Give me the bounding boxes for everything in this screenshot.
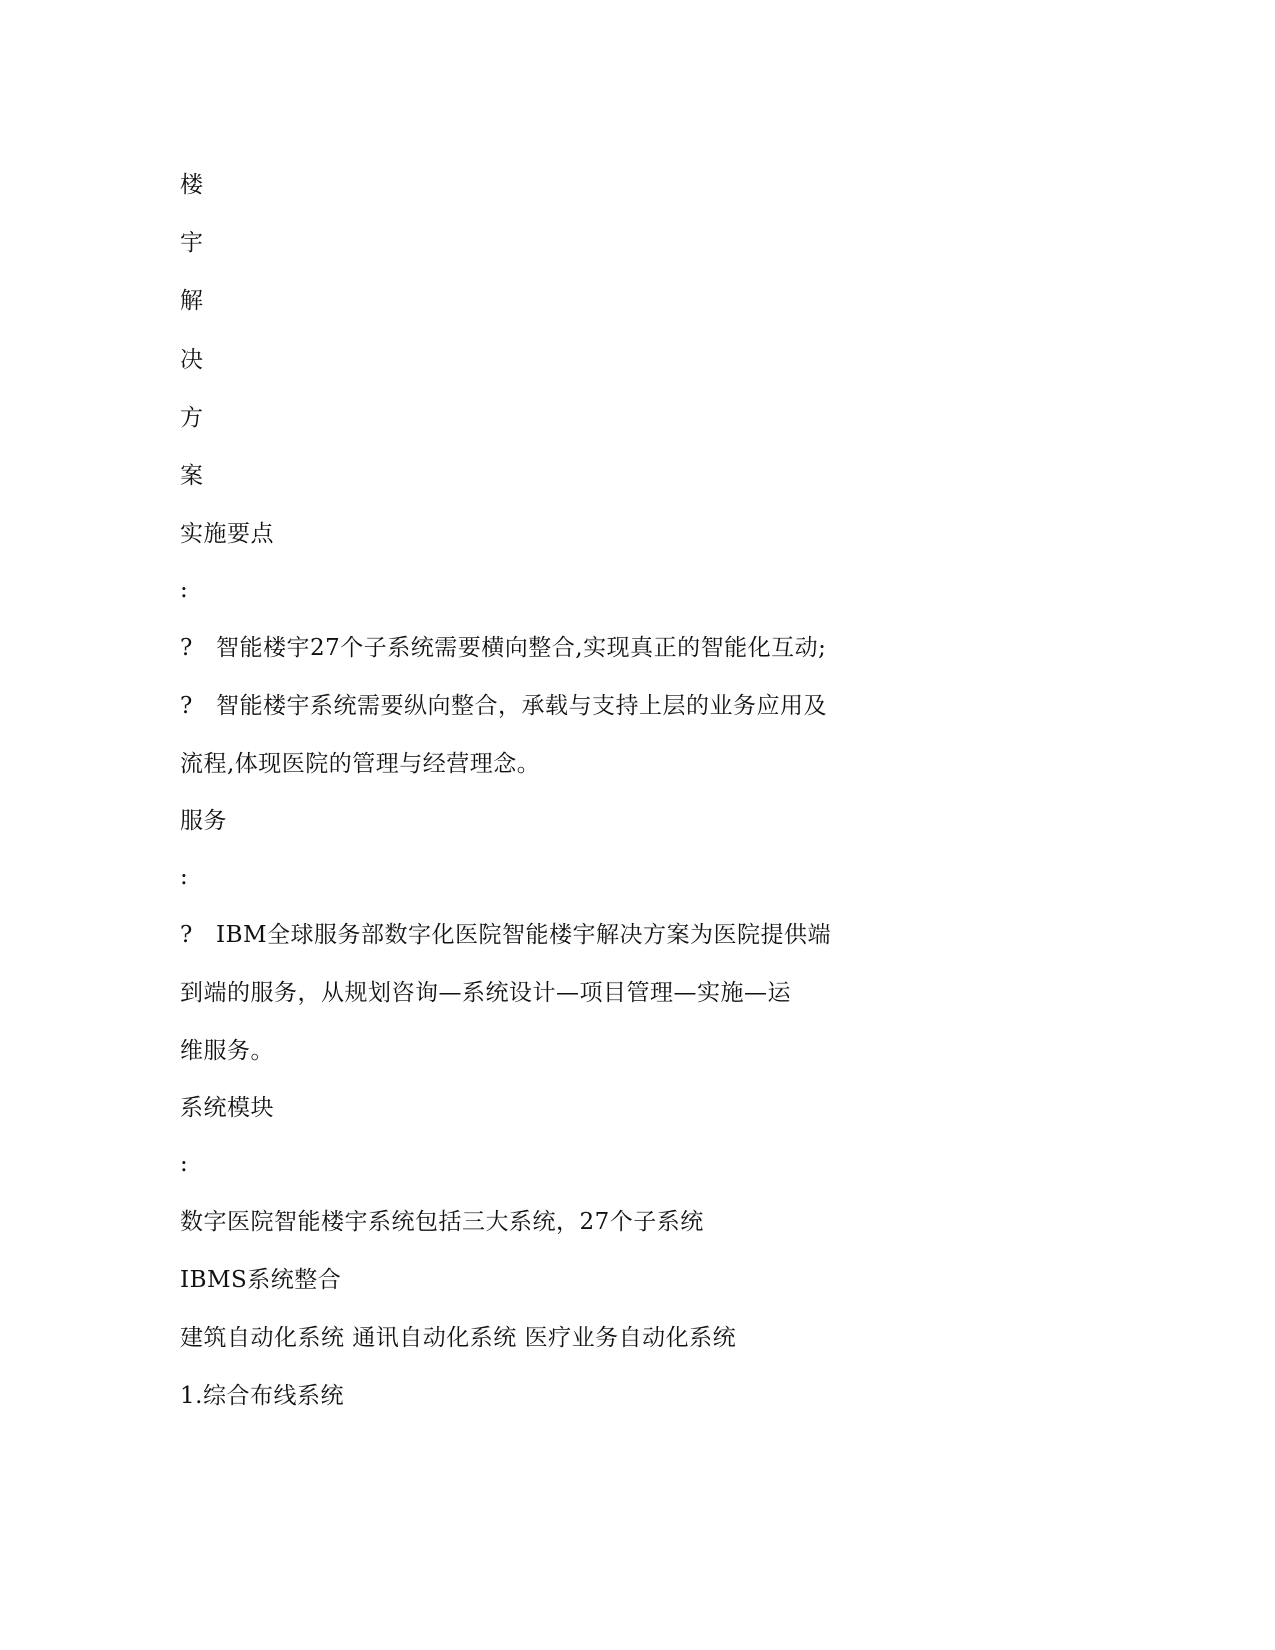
modules-heading: 系统模块 xyxy=(180,1095,274,1121)
implementation-bullet-1-text: 智能楼宇27个子系统需要横向整合,实现真正的智能化互动; xyxy=(216,635,827,661)
bullet-marker: ? xyxy=(180,922,193,948)
title-char-6: 案 xyxy=(180,463,204,489)
modules-colon: : xyxy=(180,1151,189,1177)
service-bullet-1-continued-1: 到端的服务，从规划咨询—系统设计—项目管理—实施—运 xyxy=(180,980,791,1006)
implementation-bullet-1 xyxy=(180,633,826,663)
modules-summary: 数字医院智能楼宇系统包括三大系统，27个子系统 xyxy=(180,1209,704,1235)
service-bullet-1-text: IBM全球服务部数字化医院智能楼宇解决方案为医院提供端 xyxy=(216,922,832,948)
title-char-2: 宇 xyxy=(180,230,204,256)
modules-three-systems: 建筑自动化系统 通讯自动化系统 医疗业务自动化系统 xyxy=(180,1325,737,1351)
bullet-marker: ? xyxy=(180,635,193,661)
implementation-bullet-2-text: 智能楼宇系统需要纵向整合，承载与支持上层的业务应用及 xyxy=(216,693,827,719)
title-char-5: 方 xyxy=(180,405,204,431)
implementation-bullet-2-continued: 流程,体现医院的管理与经营理念。 xyxy=(180,751,541,777)
title-char-1: 楼 xyxy=(180,172,204,198)
modules-integration: IBMS系统整合 xyxy=(180,1267,342,1293)
implementation-bullet-2 xyxy=(180,691,827,721)
bullet-marker: ? xyxy=(180,693,193,719)
implementation-heading: 实施要点 xyxy=(180,521,274,547)
implementation-colon: : xyxy=(180,577,189,603)
service-colon: : xyxy=(180,864,189,890)
service-bullet-1 xyxy=(180,920,831,950)
modules-item-1: 1.综合布线系统 xyxy=(180,1383,344,1409)
title-char-3: 解 xyxy=(180,288,204,314)
service-bullet-1-continued-2: 维服务。 xyxy=(180,1038,274,1064)
title-char-4: 决 xyxy=(180,347,204,373)
service-heading: 服务 xyxy=(180,808,227,834)
